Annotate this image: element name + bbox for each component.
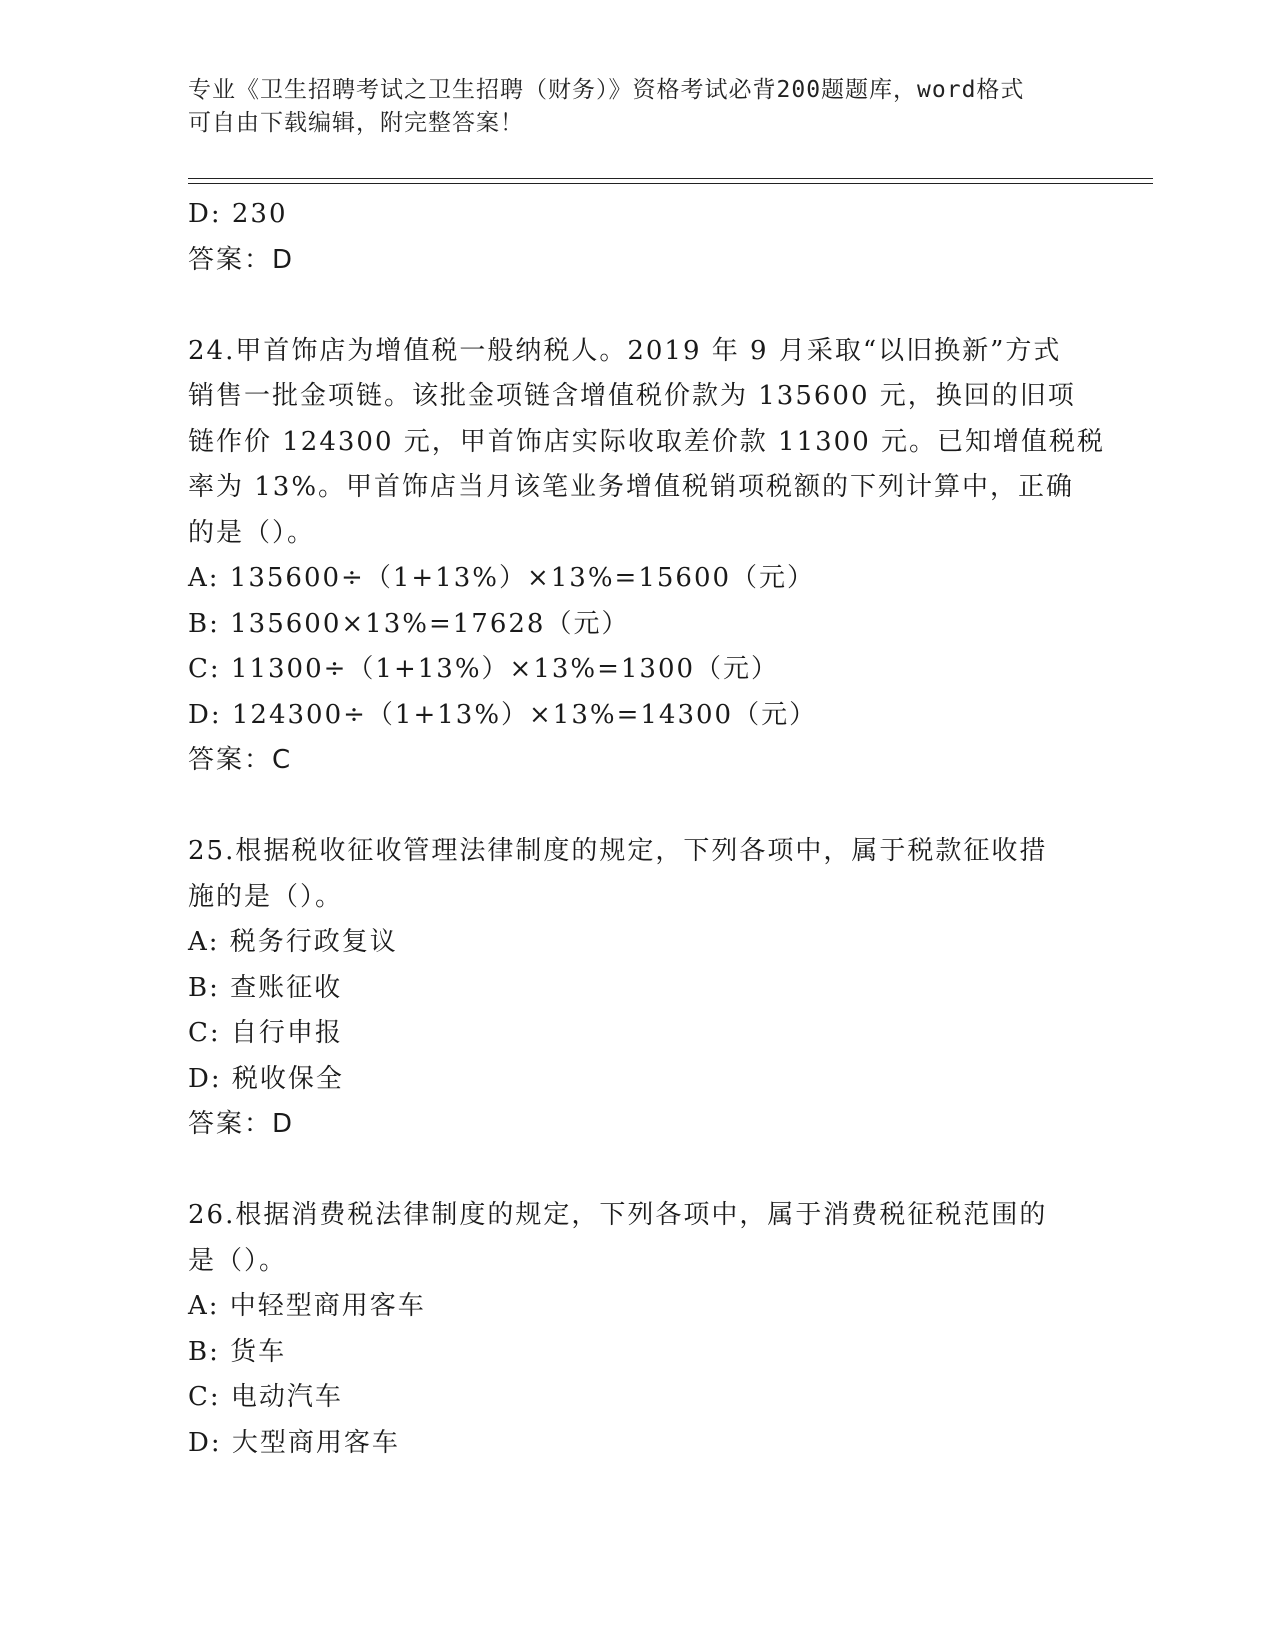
spacer [188, 784, 1088, 830]
question-25-option-b: B: 查账征收 [188, 972, 343, 1003]
spacer [188, 283, 1088, 329]
question-26-option-b: B: 货车 [188, 1336, 287, 1367]
header-divider-bottom [188, 183, 1153, 184]
question-24-option-c: C: 11300÷（1+13%）×13%=1300（元） [188, 654, 780, 684]
question-24-line-5: 的是（）。 [188, 517, 316, 548]
document-header [188, 74, 1088, 140]
question-26-option-c: C: 电动汽车 [188, 1382, 343, 1412]
prev-answer: 答案：D [188, 244, 295, 275]
question-24 [188, 329, 1106, 784]
question-24-line-1: 24.甲首饰店为增值税一般纳税人。2019 年 9 月采取“以旧换新”方式 [188, 335, 1062, 366]
question-24-line-3: 链作价 124300 元，甲首饰店实际收取差价款 11300 元。已知增值税税 [188, 426, 1106, 457]
question-24-answer: 答案：C [188, 745, 293, 775]
prev-option-d: D: 230 [188, 199, 288, 229]
question-25 [188, 829, 1088, 1148]
question-26-line-1: 26.根据消费税法律制度的规定，下列各项中，属于消费税征税范围的 [188, 1200, 1048, 1230]
question-26-line-2: 是（）。 [188, 1245, 288, 1276]
question-25-line-1: 25.根据税收征收管理法律制度的规定，下列各项中，属于税款征收措 [188, 836, 1048, 866]
header-line-2: 可自由下载编辑，附完整答案！ [188, 110, 524, 136]
question-24-line-4: 率为 13%。甲首饰店当月该笔业务增值税销项税额的下列计算中，正确 [188, 472, 1075, 502]
question-24-option-d: D: 124300÷（1+13%）×13%=14300（元） [188, 699, 818, 730]
header-line-1: 专业《卫生招聘考试之卫生招聘（财务）》资格考试必背200题题库，word格式 [188, 77, 1025, 103]
question-24-option-a: A: 135600÷（1+13%）×13%=15600（元） [188, 563, 816, 593]
document-body [188, 192, 1106, 1466]
question-25-option-c: C: 自行申报 [188, 1018, 343, 1048]
question-26-option-a: A: 中轻型商用客车 [188, 1291, 426, 1321]
question-25-option-d: D: 税收保全 [188, 1063, 344, 1094]
question-25-line-2: 施的是（）。 [188, 881, 344, 912]
question-25-option-a: A: 税务行政复议 [188, 927, 398, 957]
question-26-option-d: D: 大型商用客车 [188, 1427, 400, 1458]
spacer [188, 1148, 1088, 1194]
question-24-line-2: 销售一批金项链。该批金项链含增值税价款为 135600 元，换回的旧项 [188, 381, 1076, 411]
question-26 [188, 1193, 1088, 1466]
header-divider-top [188, 178, 1153, 179]
question-24-option-b: B: 135600×13%=17628（元） [188, 608, 630, 639]
question-25-answer: 答案：D [188, 1109, 295, 1139]
